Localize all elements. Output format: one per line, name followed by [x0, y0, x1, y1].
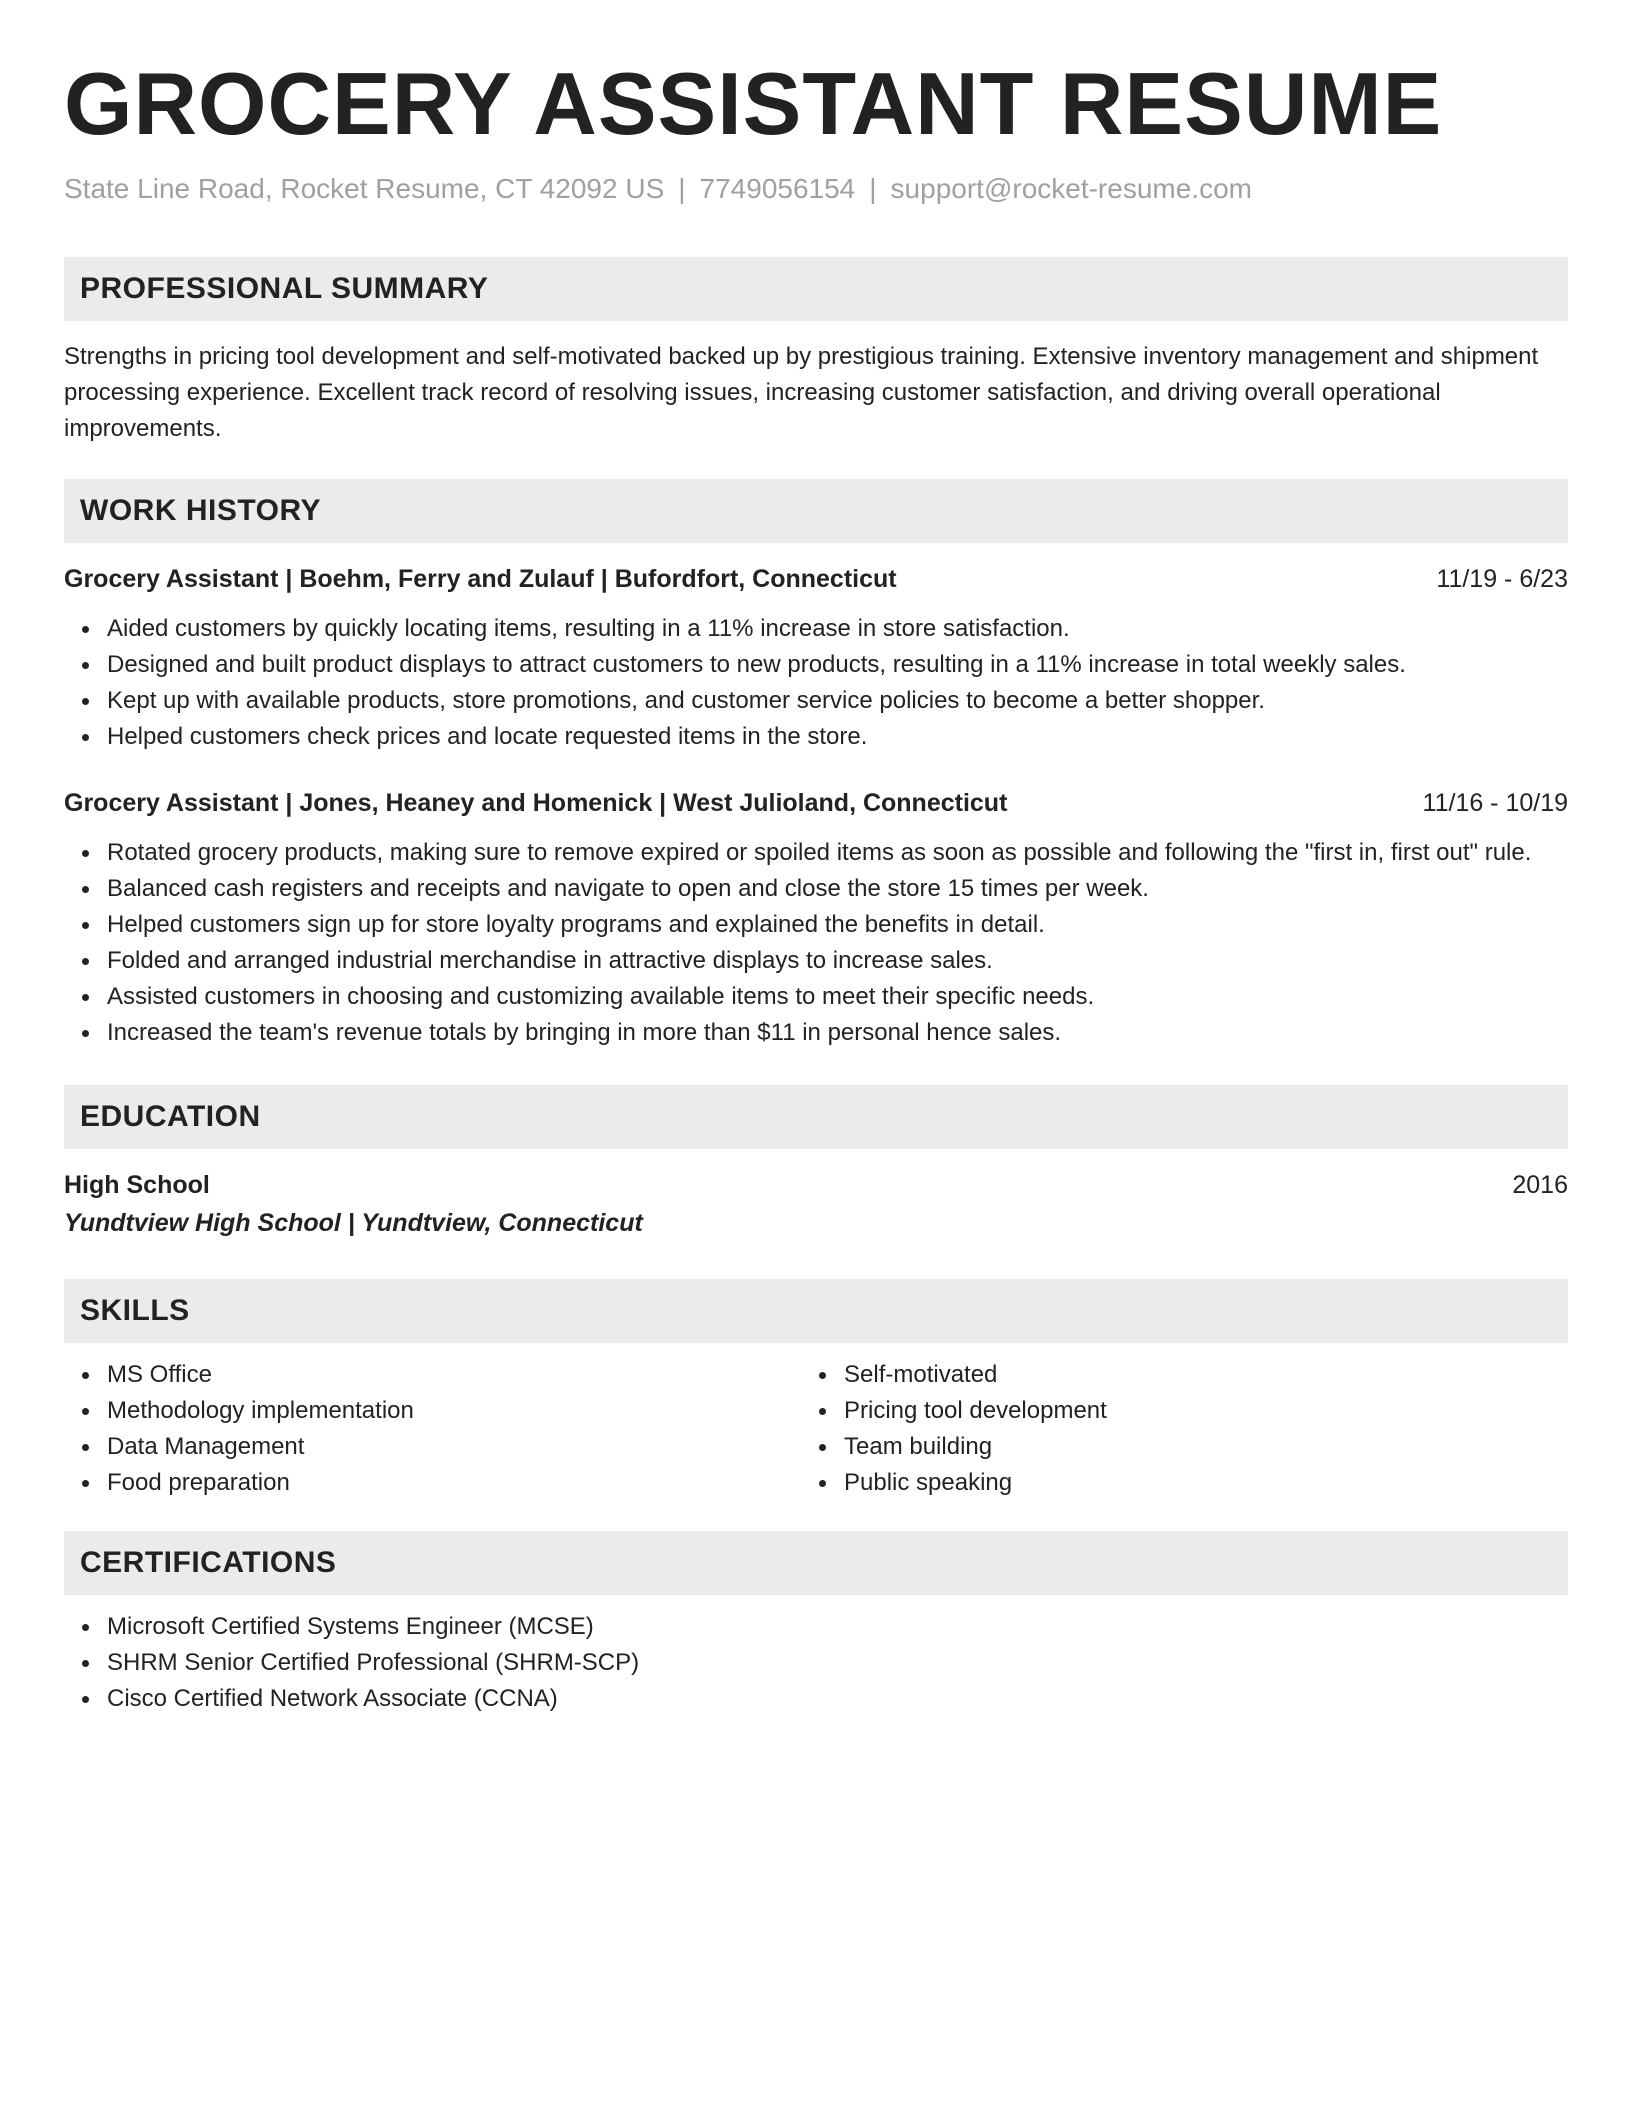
bullet-icon [819, 1372, 826, 1379]
work-history-section-header: WORK HISTORY [64, 479, 1568, 543]
bullet-icon [82, 662, 89, 669]
list-item [107, 1681, 1568, 1717]
list-item-text: Helped customers check prices and locate requested items in the store. [107, 723, 868, 751]
skill-text: Food preparation [107, 1469, 290, 1497]
list-item-text: Increased the team's revenue totals by bringing in more than $11 in personal hence sales. [107, 1019, 1062, 1047]
page-title: GROCERY ASSISTANT RESUME [64, 54, 1443, 153]
bullet-icon [82, 1624, 89, 1631]
list-item [844, 1393, 1538, 1429]
contact-separator: | [869, 172, 877, 204]
list-item [107, 1015, 1568, 1051]
job-entry-1 [64, 561, 1568, 755]
bullet-icon [82, 1660, 89, 1667]
skills-columns [64, 1353, 1568, 1501]
bullet-icon [819, 1444, 826, 1451]
bullet-icon [82, 698, 89, 705]
education-entry [64, 1167, 1568, 1241]
contact-email: support@rocket-resume.com [890, 172, 1252, 204]
contact-line [64, 171, 1568, 207]
list-item [844, 1357, 1538, 1393]
contact-address: State Line Road, Rocket Resume, CT 42092 US [64, 172, 665, 204]
list-item [107, 1645, 1568, 1681]
bullet-icon [82, 886, 89, 893]
job-dates: 11/16 - 10/19 [1422, 789, 1568, 818]
bullet-icon [82, 1480, 89, 1487]
summary-section-header: PROFESSIONAL SUMMARY [64, 257, 1568, 321]
job-title: Grocery Assistant | Jones, Heaney and Homenick | West Julioland, Connecticut [64, 789, 1008, 818]
education-school: Yundtview High School | Yundtview, Connecticut [64, 1209, 643, 1238]
education-section-header: EDUCATION [64, 1085, 1568, 1149]
list-item-text: Helped customers sign up for store loyalty programs and explained the benefits in detail. [107, 911, 1045, 939]
list-item-text: Folded and arranged industrial merchandise in attractive displays to increase sales. [107, 947, 993, 975]
education-year: 2016 [1512, 1171, 1568, 1200]
bullet-icon [82, 1408, 89, 1415]
job-heading-line [64, 785, 1568, 821]
list-item-text: Assisted customers in choosing and customizing available items to meet their specific needs. [107, 983, 1095, 1011]
certification-text: SHRM Senior Certified Professional (SHRM-SCP) [107, 1649, 640, 1677]
list-item-text: Aided customers by quickly locating items, resulting in a 11% increase in store satisfaction. [107, 615, 1070, 643]
skill-text: Data Management [107, 1433, 305, 1461]
education-heading-line [64, 1167, 1568, 1203]
list-item [107, 907, 1568, 943]
job-entry-2 [64, 785, 1568, 1051]
skill-text: Team building [844, 1433, 993, 1461]
list-item [107, 1357, 801, 1393]
job-bullets [64, 835, 1568, 1051]
bullet-icon [82, 922, 89, 929]
list-item-text: Kept up with available products, store promotions, and customer service policies to become a better shopper. [107, 687, 1265, 715]
skill-text: Self-motivated [844, 1361, 998, 1389]
certifications-section-header: CERTIFICATIONS [64, 1531, 1568, 1595]
list-item [107, 1429, 801, 1465]
bullet-icon [82, 1030, 89, 1037]
bullet-icon [82, 734, 89, 741]
certification-text: Cisco Certified Network Associate (CCNA) [107, 1685, 558, 1713]
skills-section-header: SKILLS [64, 1279, 1568, 1343]
list-item [107, 979, 1568, 1015]
contact-separator: | [678, 172, 686, 204]
list-item [107, 943, 1568, 979]
bullet-icon [82, 1444, 89, 1451]
bullet-icon [82, 994, 89, 1001]
list-item [844, 1429, 1538, 1465]
bullet-icon [819, 1480, 826, 1487]
list-item [844, 1465, 1538, 1501]
bullet-icon [819, 1408, 826, 1415]
skill-text: Pricing tool development [844, 1397, 1107, 1425]
list-item [107, 835, 1568, 871]
skills-list-right [801, 1357, 1538, 1501]
job-title: Grocery Assistant | Boehm, Ferry and Zulauf | Bufordfort, Connecticut [64, 565, 897, 594]
skill-text: MS Office [107, 1361, 212, 1389]
bullet-icon [82, 1372, 89, 1379]
certifications-list [64, 1609, 1568, 1717]
list-item [107, 1465, 801, 1501]
education-degree: High School [64, 1171, 210, 1200]
certification-text: Microsoft Certified Systems Engineer (MCSE) [107, 1613, 594, 1641]
list-item [107, 611, 1568, 647]
list-item [107, 1609, 1568, 1645]
bullet-icon [82, 626, 89, 633]
skill-text: Methodology implementation [107, 1397, 414, 1425]
list-item [107, 1393, 801, 1429]
contact-phone: 7749056154 [699, 172, 856, 204]
list-item [107, 719, 1568, 755]
bullet-icon [82, 850, 89, 857]
skill-text: Public speaking [844, 1469, 1013, 1497]
summary-text: Strengths in pricing tool development and self-motivated backed up by prestigious training. Extensive inventory management and shipment processing experience. Excellent track record of resolving issues, increasing customer satisfaction, and driving overall operational improvements. [64, 343, 1539, 443]
bullet-icon [82, 958, 89, 965]
list-item-text: Balanced cash registers and receipts and navigate to open and close the store 15 times per week. [107, 875, 1149, 903]
job-heading-line [64, 561, 1568, 597]
list-item [107, 683, 1568, 719]
job-dates: 11/19 - 6/23 [1436, 565, 1568, 594]
list-item [107, 871, 1568, 907]
bullet-icon [82, 1696, 89, 1703]
skills-list-left [64, 1357, 801, 1501]
list-item [107, 647, 1568, 683]
list-item-text: Rotated grocery products, making sure to remove expired or spoiled items as soon as possible and following the "first in, first out" rule. [107, 839, 1532, 867]
job-bullets [64, 611, 1568, 755]
list-item-text: Designed and built product displays to attract customers to new products, resulting in a 11% increase in total weekly sales. [107, 651, 1406, 679]
